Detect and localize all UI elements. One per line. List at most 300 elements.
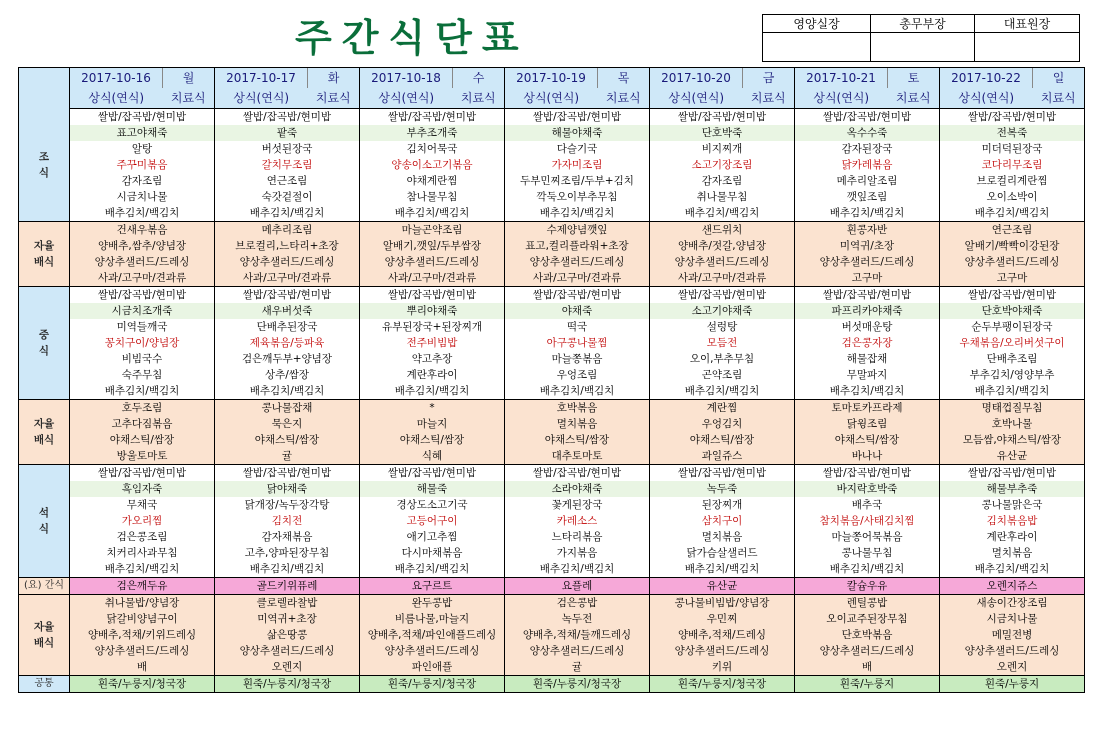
menu-item: 두부민찌조림/두부+김치	[505, 173, 650, 189]
menu-item: 쌀밥/잡곡밥/현미밥	[795, 465, 940, 482]
menu-item: 흑임자죽	[70, 481, 215, 497]
menu-item: 주꾸미볶음	[70, 157, 215, 173]
menu-item: 검은콩자장	[795, 335, 940, 351]
diet-type-row	[19, 88, 1085, 109]
menu-row	[19, 319, 1085, 335]
menu-item: 김치볶음밥	[940, 513, 1085, 529]
menu-item: 소라야채죽	[505, 481, 650, 497]
menu-item: 쌀밥/잡곡밥/현미밥	[940, 465, 1085, 482]
menu-row	[19, 595, 1085, 612]
regular-diet-label: 상식(연식)	[940, 88, 1033, 109]
menu-item: 흰죽/누룽지/청국장	[215, 676, 360, 693]
section-label: 자율 배식	[19, 400, 70, 465]
menu-item: 양상추샐러드/드레싱	[505, 643, 650, 659]
section-label: 중 식	[19, 287, 70, 400]
menu-item: 사과/고구마/견과류	[360, 270, 505, 287]
menu-row	[19, 465, 1085, 482]
menu-item: 배추김치/백김치	[940, 561, 1085, 578]
menu-item: 멸치볶음	[940, 545, 1085, 561]
menu-item: 야채스틱/쌈장	[70, 432, 215, 448]
menu-item: 알배기/빡빡이강된장	[940, 238, 1085, 254]
menu-item: 아구콩나물찜	[505, 335, 650, 351]
menu-row	[19, 545, 1085, 561]
menu-item: 단배추된장국	[215, 319, 360, 335]
menu-item: 쌀밥/잡곡밥/현미밥	[215, 287, 360, 304]
menu-item: 양배추,쌈추/양념장	[70, 238, 215, 254]
menu-item: 알배기,깻잎/두부쌈장	[360, 238, 505, 254]
menu-item: 표고,컬리플라워+초장	[505, 238, 650, 254]
menu-item: 배추김치/백김치	[215, 383, 360, 400]
menu-item: 명태껍질무침	[940, 400, 1085, 417]
menu-item: 미역들깨국	[70, 319, 215, 335]
menu-item: 감자조림	[70, 173, 215, 189]
menu-item: 미역귀/초장	[795, 238, 940, 254]
menu-item: 쌀밥/잡곡밥/현미밥	[795, 109, 940, 126]
menu-item: 양상추샐러드/드레싱	[505, 254, 650, 270]
menu-item: 배추국	[795, 497, 940, 513]
menu-item: 배추김치/백김치	[650, 561, 795, 578]
menu-item: 파프리카야채죽	[795, 303, 940, 319]
weekday-cell: 수	[453, 68, 505, 89]
menu-item: 시금치나물	[70, 189, 215, 205]
menu-item: 옥수수죽	[795, 125, 940, 141]
approval-box	[762, 14, 1080, 62]
menu-item: 새우버섯죽	[215, 303, 360, 319]
section-label: 조 식	[19, 109, 70, 222]
menu-item: 된장찌개	[650, 497, 795, 513]
menu-item: 쌀밥/잡곡밥/현미밥	[505, 109, 650, 126]
regular-diet-label: 상식(연식)	[70, 88, 163, 109]
menu-item: 녹두죽	[650, 481, 795, 497]
date-cell: 2017-10-16	[70, 68, 163, 89]
menu-item: 배추김치/백김치	[505, 383, 650, 400]
menu-item: 무말파지	[795, 367, 940, 383]
therapy-diet-label: 치료식	[1033, 88, 1085, 109]
menu-item: 메추리알조림	[795, 173, 940, 189]
menu-row	[19, 611, 1085, 627]
page-title: 주간식단표	[295, 16, 529, 60]
menu-item: 깍둑오이부추무침	[505, 189, 650, 205]
menu-item: 칼슘우유	[795, 578, 940, 595]
menu-item: 양배추,적채/들깨드레싱	[505, 627, 650, 643]
approval-sign-director[interactable]	[975, 33, 1080, 62]
menu-item: 연근조림	[215, 173, 360, 189]
menu-item: 양송이소고기볶음	[360, 157, 505, 173]
menu-item: 배추김치/백김치	[215, 561, 360, 578]
menu-row	[19, 287, 1085, 304]
menu-item: 고추,양파된장무침	[215, 545, 360, 561]
menu-item: 꽁치구이/양념장	[70, 335, 215, 351]
menu-row	[19, 205, 1085, 222]
menu-item: 대추토마토	[505, 448, 650, 465]
section-label: 자율 배식	[19, 595, 70, 676]
menu-item: 메밀전병	[940, 627, 1085, 643]
menu-item: 뿌리야채죽	[360, 303, 505, 319]
menu-item: 깻잎조림	[795, 189, 940, 205]
menu-row	[19, 157, 1085, 173]
menu-item: 쌀밥/잡곡밥/현미밥	[940, 287, 1085, 304]
menu-item: 알탕	[70, 141, 215, 157]
menu-row	[19, 432, 1085, 448]
menu-item: 검은콩밥	[505, 595, 650, 612]
menu-item: 순두부팽이된장국	[940, 319, 1085, 335]
menu-item: 애기고추찜	[360, 529, 505, 545]
menu-item: 사과/고구마/견과류	[505, 270, 650, 287]
menu-item: 방울토마토	[70, 448, 215, 465]
therapy-diet-label: 치료식	[453, 88, 505, 109]
menu-item: 쌀밥/잡곡밥/현미밥	[650, 465, 795, 482]
menu-item: 다슬기국	[505, 141, 650, 157]
menu-item: 메추리조림	[215, 222, 360, 239]
menu-item: 건새우볶음	[70, 222, 215, 239]
menu-item: 떡국	[505, 319, 650, 335]
menu-item: 양상추샐러드/드레싱	[940, 254, 1085, 270]
menu-item: 쌀밥/잡곡밥/현미밥	[795, 287, 940, 304]
menu-item: 마늘지	[360, 416, 505, 432]
regular-diet-label: 상식(연식)	[650, 88, 743, 109]
menu-item: 멸치볶음	[650, 529, 795, 545]
menu-item: 야채스틱/쌈장	[795, 432, 940, 448]
menu-item: 배추김치/백김치	[795, 561, 940, 578]
date-cell: 2017-10-18	[360, 68, 453, 89]
date-cell: 2017-10-21	[795, 68, 888, 89]
menu-item: 우채볶음/오리버섯구이	[940, 335, 1085, 351]
menu-item: 배추김치/백김치	[360, 561, 505, 578]
menu-item: 흰죽/누룽지	[795, 676, 940, 693]
menu-row	[19, 659, 1085, 676]
menu-item: 새송이간장조림	[940, 595, 1085, 612]
header-corner	[19, 68, 70, 109]
menu-row	[19, 238, 1085, 254]
menu-row	[19, 335, 1085, 351]
menu-item: 양배추,적채/키위드레싱	[70, 627, 215, 643]
therapy-diet-label: 치료식	[888, 88, 940, 109]
menu-item: 갈치무조림	[215, 157, 360, 173]
menu-item: 양배추,적채/드레싱	[650, 627, 795, 643]
menu-row	[19, 367, 1085, 383]
menu-item: 쌀밥/잡곡밥/현미밥	[70, 287, 215, 304]
weekday-cell: 월	[163, 68, 215, 89]
menu-item: 해물야채죽	[505, 125, 650, 141]
menu-item: 귤	[215, 448, 360, 465]
menu-row	[19, 222, 1085, 239]
menu-item: 배추김치/백김치	[795, 383, 940, 400]
menu-row	[19, 141, 1085, 157]
menu-item: 키위	[650, 659, 795, 676]
menu-item: 단호박볶음	[795, 627, 940, 643]
menu-row	[19, 627, 1085, 643]
menu-item: 야채계란찜	[360, 173, 505, 189]
date-cell: 2017-10-22	[940, 68, 1033, 89]
menu-item: 쌀밥/잡곡밥/현미밥	[360, 465, 505, 482]
menu-item: 야채스틱/쌈장	[360, 432, 505, 448]
menu-row	[19, 676, 1085, 693]
menu-item: 카레소스	[505, 513, 650, 529]
menu-item: 표고야채죽	[70, 125, 215, 141]
section-label: 석 식	[19, 465, 70, 578]
menu-item: 클로렐라찰밥	[215, 595, 360, 612]
menu-item: 호박나물	[940, 416, 1085, 432]
menu-item: 버섯매운탕	[795, 319, 940, 335]
menu-item: 부추김치/영양부추	[940, 367, 1085, 383]
menu-item: 콩나물무침	[795, 545, 940, 561]
menu-item: 식혜	[360, 448, 505, 465]
menu-item: 무채국	[70, 497, 215, 513]
menu-item: 브로컬리,느타리+초장	[215, 238, 360, 254]
menu-item: 배추김치/백김치	[360, 383, 505, 400]
menu-item: 사과/고구마/견과류	[650, 270, 795, 287]
menu-item: 오이교주된장무침	[795, 611, 940, 627]
menu-item: 미더덕된장국	[940, 141, 1085, 157]
menu-item: 설렁탕	[650, 319, 795, 335]
menu-item: 가지볶음	[505, 545, 650, 561]
menu-item: 바나나	[795, 448, 940, 465]
menu-item: 쌀밥/잡곡밥/현미밥	[70, 465, 215, 482]
menu-item: 양상추샐러드/드레싱	[215, 254, 360, 270]
weekday-cell: 화	[308, 68, 360, 89]
menu-item: 검은콩조림	[70, 529, 215, 545]
weekday-cell: 일	[1033, 68, 1085, 89]
menu-row	[19, 529, 1085, 545]
menu-item: 쌀밥/잡곡밥/현미밥	[215, 109, 360, 126]
menu-row	[19, 173, 1085, 189]
regular-diet-label: 상식(연식)	[505, 88, 598, 109]
menu-item: 배추김치/백김치	[650, 205, 795, 222]
menu-row	[19, 513, 1085, 529]
menu-item: 김치전	[215, 513, 360, 529]
menu-item: 양상추샐러드/드레싱	[215, 643, 360, 659]
menu-item: 오렌지	[940, 659, 1085, 676]
approval-sign-general[interactable]	[871, 33, 975, 62]
menu-item: 마늘곤약조림	[360, 222, 505, 239]
menu-row	[19, 416, 1085, 432]
menu-item: 닭가슴살샐러드	[650, 545, 795, 561]
menu-item: 비름나물,마늘지	[360, 611, 505, 627]
menu-item: 양상추샐러드/드레싱	[360, 643, 505, 659]
menu-item: 닭야채죽	[215, 481, 360, 497]
menu-item: 배	[795, 659, 940, 676]
menu-item: 양상추샐러드/드레싱	[940, 643, 1085, 659]
menu-row	[19, 578, 1085, 595]
menu-item: 전주비빔밥	[360, 335, 505, 351]
menu-item: 요플레	[505, 578, 650, 595]
menu-item: 연근조림	[940, 222, 1085, 239]
menu-item: 양상추샐러드/드레싱	[650, 643, 795, 659]
menu-item: 단배추조림	[940, 351, 1085, 367]
menu-item: 고구마	[795, 270, 940, 287]
menu-item: 야채스틱/쌈장	[650, 432, 795, 448]
therapy-diet-label: 치료식	[743, 88, 795, 109]
menu-item: 멸치볶음	[505, 416, 650, 432]
menu-item: 수제양념깻잎	[505, 222, 650, 239]
menu-item: 흰죽/누룽지/청국장	[70, 676, 215, 693]
menu-row	[19, 189, 1085, 205]
menu-item: 곤약조림	[650, 367, 795, 383]
menu-item: 상추/쌈장	[215, 367, 360, 383]
menu-item: 완두콩밥	[360, 595, 505, 612]
date-cell: 2017-10-20	[650, 68, 743, 89]
menu-item: 배추김치/백김치	[940, 383, 1085, 400]
menu-item: 배추김치/백김치	[940, 205, 1085, 222]
menu-row	[19, 254, 1085, 270]
menu-item: 브로컬리계란찜	[940, 173, 1085, 189]
menu-item: 콩나물맑은국	[940, 497, 1085, 513]
menu-item: 고추다짐볶음	[70, 416, 215, 432]
menu-item: 배추김치/백김치	[650, 383, 795, 400]
menu-item: 계란후라이	[940, 529, 1085, 545]
menu-item: 배	[70, 659, 215, 676]
approval-sign-nutrition[interactable]	[763, 33, 871, 62]
menu-row	[19, 351, 1085, 367]
menu-item: 계란후라이	[360, 367, 505, 383]
weekday-cell: 토	[888, 68, 940, 89]
menu-item: 취나물무침	[650, 189, 795, 205]
menu-item: 양배추/젓갈,양념장	[650, 238, 795, 254]
menu-item: 흰콩자반	[795, 222, 940, 239]
menu-item: 골드키위퓨레	[215, 578, 360, 595]
menu-item: 쌀밥/잡곡밥/현미밥	[70, 109, 215, 126]
menu-item: 비빔국수	[70, 351, 215, 367]
approval-label-director: 대표원장	[975, 15, 1080, 33]
menu-item: 약고추장	[360, 351, 505, 367]
date-cell: 2017-10-19	[505, 68, 598, 89]
menu-item: 해물잡채	[795, 351, 940, 367]
menu-item: 마늘쫑어묵볶음	[795, 529, 940, 545]
date-cell: 2017-10-17	[215, 68, 308, 89]
menu-item: 유산균	[940, 448, 1085, 465]
menu-item: 양상추샐러드/드레싱	[650, 254, 795, 270]
menu-item: 꽃게된장국	[505, 497, 650, 513]
menu-item: 삼치구이	[650, 513, 795, 529]
menu-item: 렌틸콩밥	[795, 595, 940, 612]
menu-item: 닭갈비양념구이	[70, 611, 215, 627]
menu-item: 우엉김치	[650, 416, 795, 432]
menu-item: 쌀밥/잡곡밥/현미밥	[650, 287, 795, 304]
menu-item: 양배추,적채/파인애플드레싱	[360, 627, 505, 643]
menu-item: 유산균	[650, 578, 795, 595]
menu-item: 과일쥬스	[650, 448, 795, 465]
menu-row	[19, 270, 1085, 287]
menu-row	[19, 303, 1085, 319]
menu-item: 버섯된장국	[215, 141, 360, 157]
menu-item: 흰죽/누룽지	[940, 676, 1085, 693]
weekday-cell: 목	[598, 68, 650, 89]
therapy-diet-label: 치료식	[598, 88, 650, 109]
menu-item: 소고기장조림	[650, 157, 795, 173]
menu-item: 가오리찜	[70, 513, 215, 529]
approval-label-nutrition: 영양실장	[763, 15, 871, 33]
menu-item: 배추김치/백김치	[70, 205, 215, 222]
menu-item: 취나물밥/양념장	[70, 595, 215, 612]
menu-item: 오이소박이	[940, 189, 1085, 205]
menu-item: 콩나물잡채	[215, 400, 360, 417]
menu-item: 모듬쌈,야채스틱/쌈장	[940, 432, 1085, 448]
menu-row	[19, 109, 1085, 126]
menu-item: 비지찌개	[650, 141, 795, 157]
menu-item: 흰죽/누룽지/청국장	[505, 676, 650, 693]
menu-item: 녹두전	[505, 611, 650, 627]
menu-item: 파인애플	[360, 659, 505, 676]
menu-item: 토마토카프라제	[795, 400, 940, 417]
menu-item: 고등어구이	[360, 513, 505, 529]
menu-item: 우엉조림	[505, 367, 650, 383]
menu-item: 닭개장/녹두장각탕	[215, 497, 360, 513]
menu-item: 김치어묵국	[360, 141, 505, 157]
menu-item: 오이,부추무침	[650, 351, 795, 367]
menu-item: 배추김치/백김치	[215, 205, 360, 222]
menu-item: 쌀밥/잡곡밥/현미밥	[940, 109, 1085, 126]
menu-item: 감자조림	[650, 173, 795, 189]
menu-item: 양상추샐러드/드레싱	[360, 254, 505, 270]
regular-diet-label: 상식(연식)	[360, 88, 453, 109]
menu-item: 단호박야채죽	[940, 303, 1085, 319]
menu-item: *	[360, 400, 505, 417]
menu-item: 바지락호박죽	[795, 481, 940, 497]
menu-row	[19, 125, 1085, 141]
menu-item: 참나물무침	[360, 189, 505, 205]
menu-item: 해물부추죽	[940, 481, 1085, 497]
menu-item: 배추김치/백김치	[70, 383, 215, 400]
menu-item: 전복죽	[940, 125, 1085, 141]
menu-item: 검은깨두유	[70, 578, 215, 595]
section-label: 공통	[19, 676, 70, 693]
menu-row	[19, 383, 1085, 400]
menu-row	[19, 561, 1085, 578]
menu-item: 닭카레볶음	[795, 157, 940, 173]
menu-item: 숙주무침	[70, 367, 215, 383]
menu-item: 양상추샐러드/드레싱	[70, 254, 215, 270]
menu-item: 코다리무조림	[940, 157, 1085, 173]
menu-item: 샌드위치	[650, 222, 795, 239]
regular-diet-label: 상식(연식)	[215, 88, 308, 109]
menu-item: 고구마	[940, 270, 1085, 287]
menu-item: 모듬전	[650, 335, 795, 351]
menu-item: 감자채볶음	[215, 529, 360, 545]
menu-item: 느타리볶음	[505, 529, 650, 545]
menu-item: 요구르트	[360, 578, 505, 595]
menu-item: 배추김치/백김치	[505, 205, 650, 222]
menu-row	[19, 481, 1085, 497]
menu-item: 쌀밥/잡곡밥/현미밥	[505, 465, 650, 482]
menu-item: 검은깨두부+양념장	[215, 351, 360, 367]
menu-item: 단호박죽	[650, 125, 795, 141]
menu-item: 계란찜	[650, 400, 795, 417]
menu-item: 우민찌	[650, 611, 795, 627]
date-row	[19, 68, 1085, 89]
menu-item: 마늘쫑볶음	[505, 351, 650, 367]
menu-item: 야채죽	[505, 303, 650, 319]
menu-item: 흰죽/누룽지/청국장	[360, 676, 505, 693]
section-label: (요) 간식	[19, 578, 70, 595]
menu-item: 시금치나물	[940, 611, 1085, 627]
menu-item: 콩나물비빔밥/양념장	[650, 595, 795, 612]
menu-item: 배추김치/백김치	[70, 561, 215, 578]
menu-item: 배추김치/백김치	[360, 205, 505, 222]
menu-item: 치커리사과무침	[70, 545, 215, 561]
approval-label-general: 총무부장	[871, 15, 975, 33]
menu-item: 감자된장국	[795, 141, 940, 157]
menu-row	[19, 448, 1085, 465]
menu-item: 호박볶음	[505, 400, 650, 417]
menu-item: 야채스틱/쌈장	[215, 432, 360, 448]
menu-row	[19, 643, 1085, 659]
menu-item: 미역귀+초장	[215, 611, 360, 627]
menu-item: 시금치조개죽	[70, 303, 215, 319]
menu-row	[19, 400, 1085, 417]
menu-row	[19, 497, 1085, 513]
menu-item: 가자미조림	[505, 157, 650, 173]
menu-item: 제육볶음/등파육	[215, 335, 360, 351]
